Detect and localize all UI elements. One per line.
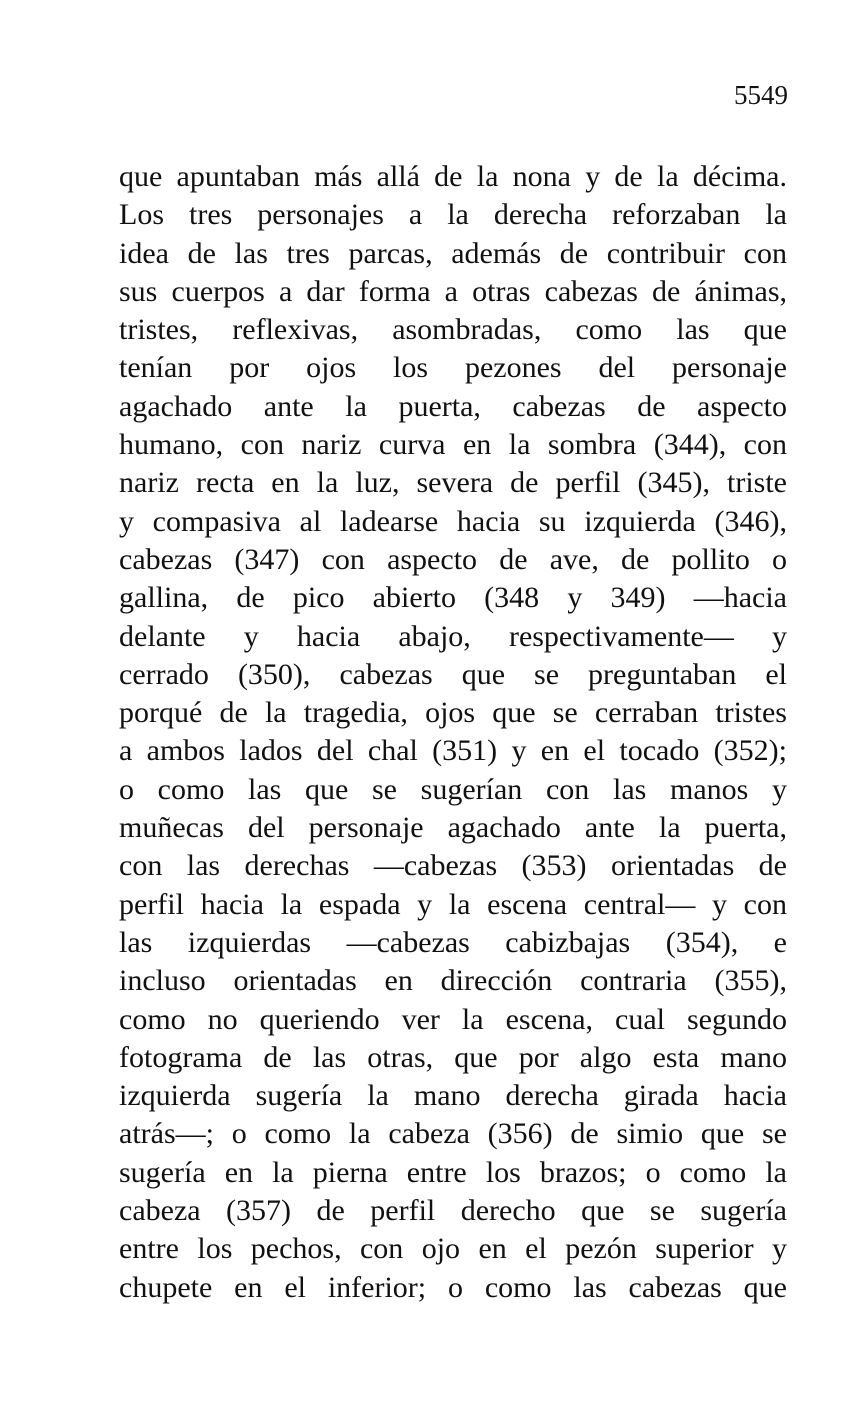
text-line: sugería en la pierna entre los brazos; o como la (119, 1155, 787, 1189)
text-line: entre los pechos, con ojo en el pezón superior y (119, 1232, 787, 1266)
text-line: cabezas (347) con aspecto de ave, de pollito o (119, 542, 787, 576)
text-line: que apuntaban más allá de la nona y de la décima. (119, 160, 787, 193)
text-line: gallina, de pico abierto (348 y 349) —hacia (119, 581, 787, 615)
text-line: idea de las tres parcas, además de contribuir con (119, 236, 787, 270)
text-line: tristes, reflexivas, asombradas, como las que (119, 313, 787, 347)
text-line: nariz recta en la luz, severa de perfil (345), triste (119, 466, 787, 500)
text-line: y compasiva al ladearse hacia su izquierda (346), (119, 504, 787, 538)
text-line: perfil hacia la espada y la escena central— y con (119, 887, 787, 921)
text-line: fotograma de las otras, que por algo esta mano (119, 1040, 787, 1074)
text-line: tenían por ojos los pezones del personaje (119, 351, 787, 385)
text-line: izquierda sugería la mano derecha girada hacia (119, 1079, 787, 1113)
page-number: 5549 (734, 80, 788, 110)
text-line: atrás—; o como la cabeza (356) de simio que se (119, 1117, 787, 1151)
text-line: delante y hacia abajo, respectivamente— y (119, 619, 787, 653)
text-line: agachado ante la puerta, cabezas de aspecto (119, 389, 787, 423)
text-line: porqué de la tragedia, ojos que se cerraban tristes (119, 696, 787, 730)
text-line: chupete en el inferior; o como las cabezas que (119, 1270, 787, 1304)
text-line: muñecas del personaje agachado ante la puerta, (119, 811, 787, 845)
text-line: cerrado (350), cabezas que se preguntaban el (119, 657, 787, 691)
text-line: las izquierdas —cabezas cabizbajas (354), e (119, 925, 787, 959)
text-line: sus cuerpos a dar forma a otras cabezas de ánimas, (119, 274, 787, 308)
text-line: cabeza (357) de perfil derecho que se sugería (119, 1194, 787, 1228)
text-line: humano, con nariz curva en la sombra (344), con (119, 428, 787, 462)
text-line: a ambos lados del chal (351) y en el tocado (352); (119, 734, 787, 768)
text-line: incluso orientadas en dirección contraria (355), (119, 964, 787, 998)
text-line: o como las que se sugerían con las manos y (119, 772, 787, 806)
text-line: con las derechas —cabezas (353) orientadas de (119, 849, 787, 883)
text-line: Los tres personajes a la derecha reforzaban la (119, 198, 787, 232)
text-line: como no queriendo ver la escena, cual segundo (119, 1002, 787, 1036)
body-text (119, 158, 787, 1307)
